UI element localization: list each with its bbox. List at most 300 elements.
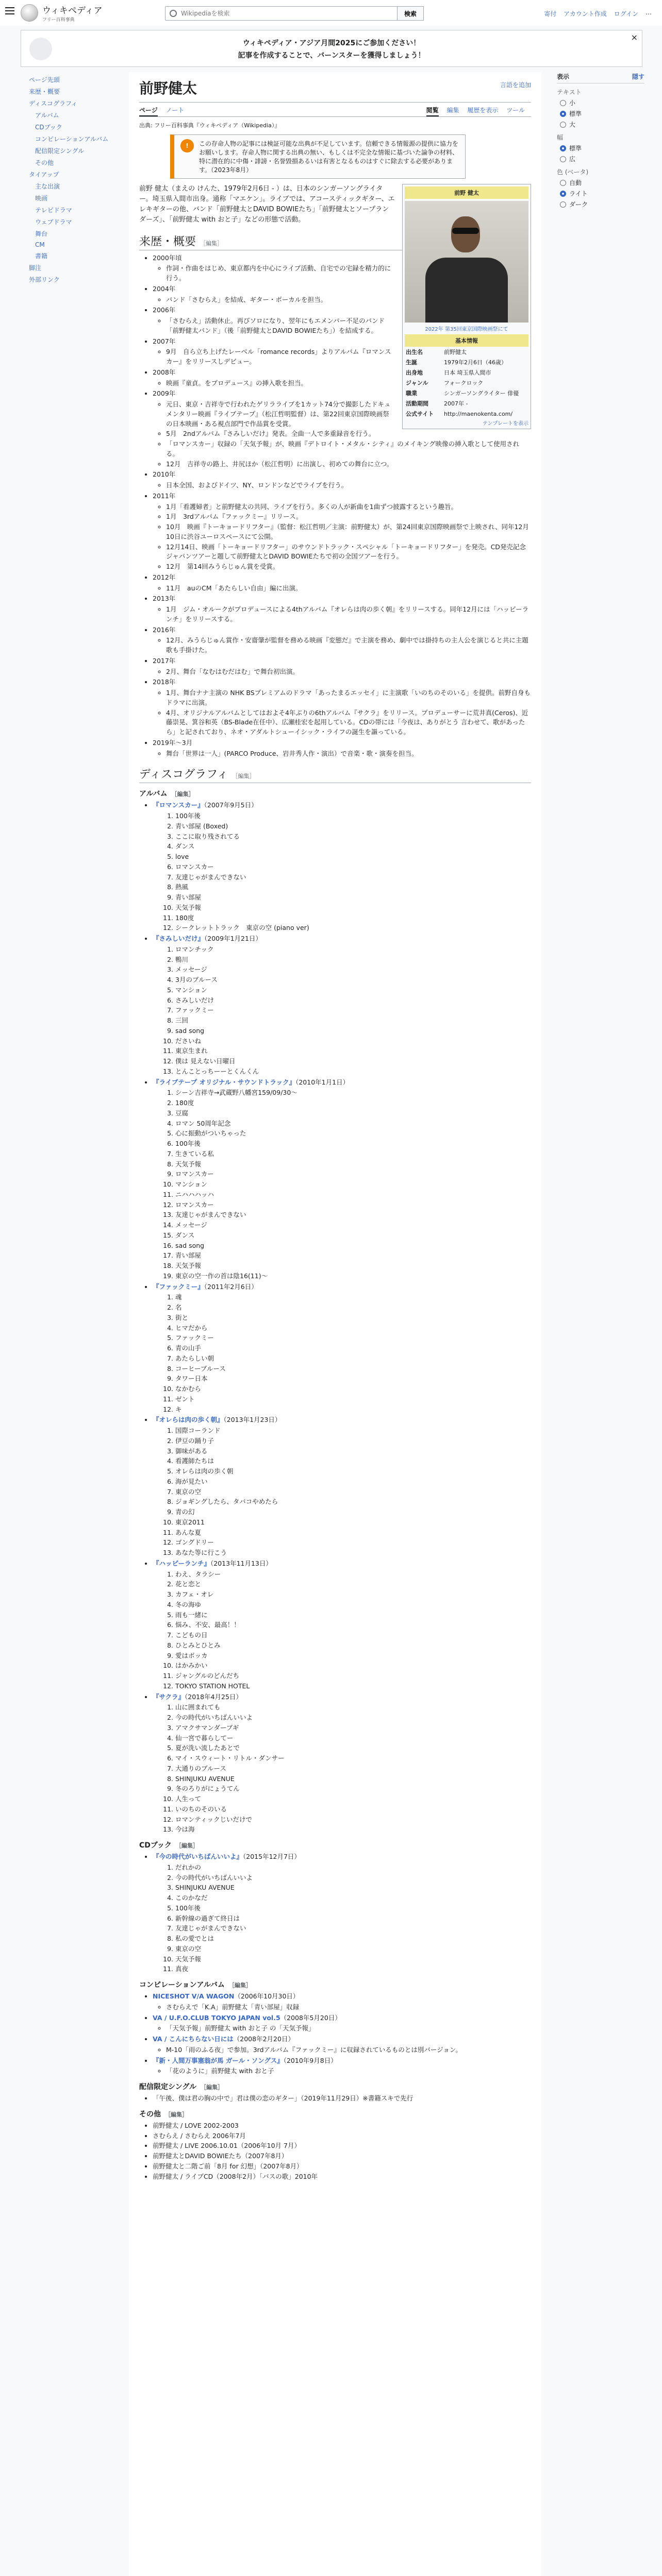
- warning-icon: !: [180, 139, 194, 152]
- option-label: 広: [569, 156, 576, 163]
- sidebar-item[interactable]: CM: [35, 241, 45, 248]
- history-year: [153, 470, 531, 490]
- site-name: ウィキペディア: [42, 6, 103, 16]
- site-logo[interactable]: [21, 3, 103, 23]
- close-icon[interactable]: ×: [631, 32, 638, 42]
- option-label: 標準: [569, 110, 582, 117]
- text-size-label: テキスト: [557, 89, 582, 96]
- heading-text: 配信限定シングル: [139, 2083, 196, 2092]
- track: ◦ M-10「雨のふる夜」で参加。3rdアルバム『ファックミー』に収録されているものとは別バージョン。: [166, 2045, 531, 2055]
- sidebar-item[interactable]: 書籍: [35, 252, 48, 260]
- track: 11. ニハハハッハ: [175, 1190, 531, 1200]
- track: 5. 心に振動がついちゃった: [175, 1129, 531, 1139]
- track-list: [161, 2066, 531, 2076]
- release-title[interactable]: 『さみしいだけ』: [153, 935, 205, 943]
- create-account-link[interactable]: アカウント作成: [564, 10, 607, 18]
- infobox-row: [405, 367, 528, 378]
- infobox-key: 出生名: [406, 349, 423, 355]
- infobox-row: [405, 409, 528, 419]
- track: 3. カフェ・オレ: [175, 1590, 531, 1600]
- sidebar-item[interactable]: 主な出演: [35, 183, 60, 190]
- track: 6. 青の山手: [175, 1344, 531, 1353]
- appearance-option[interactable]: [560, 178, 644, 187]
- heading-text: CDブック: [139, 1841, 172, 1850]
- track: 9. 東京の空: [175, 1944, 531, 1954]
- track: 4. ヒマだから: [175, 1324, 531, 1333]
- year-label: 2017年: [153, 656, 176, 665]
- track: 2. 鴨川: [175, 955, 531, 965]
- history-item: ◦ 2月、舞台「なむはむだはむ」で舞台初出演。: [166, 667, 531, 677]
- infobox-key: 活動期間: [406, 400, 428, 407]
- option-label: 小: [569, 99, 576, 107]
- release-date: （2008年5月20日）: [280, 2013, 341, 2022]
- release-title[interactable]: 『今の時代がいちばんいいよ』: [153, 1853, 243, 1861]
- track: 4. 3月のブルース: [175, 975, 531, 985]
- other-release: • 前野健太とDAVID BOWIEたち（2007年8月）: [153, 2151, 531, 2161]
- release-title[interactable]: VA / こんにちらない日には: [153, 2035, 234, 2043]
- sidebar-item[interactable]: ウェブドラマ: [35, 218, 72, 226]
- track: 5. マンション: [175, 986, 531, 995]
- sidebar-item[interactable]: 舞台: [35, 230, 48, 238]
- sidebar-item[interactable]: 脚注: [29, 264, 42, 272]
- cdbook-heading: [139, 1840, 531, 1850]
- appearance-option[interactable]: [560, 120, 644, 129]
- track: 11. 真夜: [175, 1964, 531, 1974]
- other-release: • 前野健太 / LOVE 2002-2003: [153, 2121, 531, 2131]
- track: 1. 山に囲まれても: [175, 1703, 531, 1713]
- track: 7. 東京の空: [175, 1487, 531, 1497]
- history-year: [153, 573, 531, 594]
- sidebar-item[interactable]: ページ先頭: [29, 76, 60, 83]
- release-title[interactable]: 『オレらは肉の歩く朝』: [153, 1416, 224, 1424]
- release-date: （2013年1月23日）: [223, 1416, 282, 1424]
- width-label: 幅: [557, 134, 564, 141]
- cdbook-list: [139, 1852, 531, 1974]
- track: 19. 東京の空一作の首は陰16(11)〜: [175, 1272, 531, 1281]
- release-title[interactable]: 『新・人間万事塞翁が馬 ガール・ソングス』: [153, 2056, 284, 2064]
- history-items: [161, 688, 531, 737]
- track: 12. ゴングドリー: [175, 1538, 531, 1548]
- track: 7. 友達じゃがまんできない: [175, 1924, 531, 1934]
- year-label: 2011年: [153, 492, 176, 500]
- other-release: • 前野健太 / ライブCD（2008年2月）「バスの歌」2010年: [153, 2172, 531, 2182]
- release-list: [147, 1992, 531, 2076]
- track: 7. 生きている私: [175, 1149, 531, 1159]
- track: 12. TOKYO STATION HOTEL: [175, 1682, 531, 1691]
- track: 12. キ: [175, 1405, 531, 1415]
- option-label: 標準: [569, 145, 582, 152]
- language-button[interactable]: 言語を追加: [500, 81, 531, 89]
- site-header: [0, 0, 662, 26]
- sidebar-item[interactable]: タイアップ: [29, 171, 59, 178]
- option-label: 自動: [569, 179, 582, 187]
- history-items: [161, 502, 531, 572]
- track: 8. ひとみとひとみ: [175, 1641, 531, 1651]
- release-title[interactable]: VA / U.F.O.CLUB TOKYO JAPAN vol.5: [153, 2013, 280, 2022]
- history-year: [153, 656, 531, 677]
- heading-text: その他: [139, 2110, 161, 2119]
- sidebar-item[interactable]: 映画: [35, 195, 48, 202]
- release-date: （2010年1月1日）: [295, 1078, 350, 1086]
- year-label: 2006年: [153, 306, 176, 314]
- albums-heading: [139, 788, 531, 799]
- history-year: [153, 625, 531, 655]
- infobox-section: 基本情報: [405, 334, 528, 347]
- track: 12. ロマンスカー: [175, 1200, 531, 1210]
- track: 9. 冬のろりがにょうてん: [175, 1784, 531, 1794]
- track: 9. sad song: [175, 1026, 531, 1036]
- more-menu-icon[interactable]: ⋯: [646, 10, 652, 18]
- year-label: 2019年〜3月: [153, 738, 193, 747]
- search-icon: [170, 10, 177, 17]
- track: 3. メッセージ: [175, 965, 531, 975]
- edit-link[interactable]: ［編集］: [165, 2111, 188, 2118]
- edit-link[interactable]: ［編集］: [171, 791, 194, 798]
- track: 11. いのちのそのいる: [175, 1805, 531, 1815]
- track: 8. 熱風: [175, 883, 531, 892]
- page-title: 前野健太: [139, 77, 531, 103]
- sidebar-item[interactable]: アルバム: [35, 112, 59, 119]
- release-title[interactable]: 『ファックミー』: [153, 1282, 204, 1291]
- track: 10. はかみかい: [175, 1661, 531, 1671]
- history-items: [161, 481, 531, 490]
- appearance-option[interactable]: [560, 189, 644, 198]
- track: 5. ファックミー: [175, 1333, 531, 1343]
- edit-link[interactable]: ［編集］: [228, 1982, 252, 1989]
- track: 2. 伊豆の踊り子: [175, 1436, 531, 1446]
- track: 6. マイ・スウィート・リトル・ダンサー: [175, 1754, 531, 1764]
- tab-page[interactable]: ページ: [139, 107, 158, 116]
- digital-single-list: [147, 2094, 531, 2104]
- track: 7. あたらしい朝: [175, 1354, 531, 1364]
- other-heading: [139, 2109, 531, 2119]
- track-list: [169, 1088, 531, 1281]
- track: 6. 新幹線の過ぎて終日は: [175, 1914, 531, 1924]
- track: 14. メッセージ: [175, 1221, 531, 1230]
- donate-link[interactable]: 寄付: [544, 10, 557, 18]
- track: 12. シークレットトラック 東京の空 (piano ver): [175, 923, 531, 933]
- track: 4. 冬の海ゆ: [175, 1600, 531, 1610]
- track: 2. 今の時代がいちばんいいよ: [175, 1713, 531, 1723]
- release-item: [153, 1559, 531, 1691]
- track: 10. マンション: [175, 1180, 531, 1190]
- year-label: 2008年: [153, 368, 176, 376]
- search-input[interactable]: [180, 7, 378, 20]
- release-list: [147, 801, 531, 1835]
- other-release: • 前野健太 / LIVE 2006.10.01（2006年10月 7月）: [153, 2141, 531, 2151]
- appearance-option[interactable]: [560, 200, 644, 209]
- release-date: （2009年1月21日）: [204, 935, 262, 943]
- heading-text: コンピレーションアルバム: [139, 1981, 225, 1990]
- track: 3. 街と: [175, 1313, 531, 1323]
- option-label: ダーク: [569, 201, 588, 208]
- tab-tools[interactable]: ツール: [506, 107, 525, 114]
- track: 11. 東京生まれ: [175, 1046, 531, 1056]
- sidebar-item[interactable]: 配信限定シングル: [35, 147, 85, 155]
- appearance-option[interactable]: [560, 98, 644, 107]
- history-item: ◦ 10月 映画『トーキョードリフター』（監督：松江哲明／主演：前野健太）が、第24回東京国際映画祭で上映され、同年12月10日に渋谷ユーロスペースにて公開。: [166, 522, 531, 542]
- track: 1. シーン吉祥寺→武蔵野八幡宮159/09/30〜: [175, 1088, 531, 1098]
- history-item: ◦ 12月 吉祥寺の路上、井尻ほか（松江哲明）に出演し、初めての舞台に立つ。: [166, 460, 531, 469]
- track-list: [169, 1703, 531, 1835]
- track: 6. 100年後: [175, 1139, 531, 1149]
- release-date: （2010年9月8日）: [283, 2056, 337, 2064]
- track: 2. 青い部屋 (Boxed): [175, 822, 531, 832]
- track: 1. 魂: [175, 1293, 531, 1302]
- campaign-banner: [21, 30, 642, 67]
- page-tabs: [139, 106, 531, 117]
- digital-single: • 「午後、僕は君の胸の中で」君は僕の恋のギター」（2019年11月29日）※書籍スキで先行: [153, 2094, 531, 2104]
- year-label: 2018年: [153, 678, 176, 686]
- track-list: [169, 1863, 531, 1974]
- track: 7. ファックミー: [175, 1006, 531, 1015]
- photo-caption[interactable]: 2022年 第35回東京国際映画祭にて: [425, 327, 508, 332]
- option-label: ライト: [569, 190, 588, 197]
- track: 10. 東京2011: [175, 1518, 531, 1528]
- other-release: • 前野健太と二階ご前「8月 for 幻想」（2007年8月）: [153, 2162, 531, 2172]
- track: 6. さみしいだけ: [175, 996, 531, 1006]
- history-item: ◦ 1月 3rdアルバム『ファックミー』リリース。: [166, 512, 531, 522]
- infobox-key: ジャンル: [406, 380, 428, 386]
- track: ◦ 「天気予報」前野健太 with おと子 の「天気予報」: [166, 2024, 531, 2033]
- track: 4. 看護師たちは: [175, 1456, 531, 1466]
- year-label: 2000年頃: [153, 253, 182, 262]
- track: 10. 天気予報: [175, 903, 531, 913]
- track: 7. 大通りのブルース: [175, 1764, 531, 1774]
- track: 5. love: [175, 852, 531, 862]
- history-item: ◦ 11月 auのCM「あたらしい自由」編に出演。: [166, 584, 531, 594]
- release-item: [153, 1692, 531, 1835]
- history-item: ◦ 5月 2ndアルバム『さみしいだけ』発表。全曲一人で多重録音を行う。: [166, 429, 531, 439]
- infobox-value: http://maenokenta.com/: [444, 410, 513, 417]
- compilation-list: [139, 1992, 531, 2076]
- banner-subtitle: 記事を作成することで、バーンスターを獲得しましょう！: [238, 52, 425, 60]
- hide-button[interactable]: 隠す: [632, 73, 644, 80]
- year-label: 2007年: [153, 337, 176, 345]
- edit-link[interactable]: ［編集］: [232, 773, 255, 780]
- track: 4. 仙一宮で暮らしてー: [175, 1734, 531, 1743]
- infobox-title: 前野 健太: [405, 187, 528, 199]
- release-date: （2018年4月25日）: [185, 1692, 242, 1701]
- track: 6. 悩み、不安、最高！！: [175, 1620, 531, 1630]
- history-item: ◦ 日本全国、およびドイツ、NY、ロンドンなどでライブを行う。: [166, 481, 531, 490]
- history-items: [161, 584, 531, 594]
- infobox-value: 前野健太: [444, 349, 467, 355]
- infobox-value: 1979年2月6日（46歳）: [444, 359, 507, 366]
- edit-link[interactable]: ［編集］: [175, 1842, 198, 1850]
- appearance-option[interactable]: [560, 155, 644, 163]
- infobox-key: 職業: [406, 390, 417, 397]
- wikipedia-globe-icon: [21, 4, 38, 22]
- track: 8. SHINJUKU AVENUE: [175, 1774, 531, 1784]
- infobox-key: 出身地: [406, 369, 423, 376]
- notice-text: この存命人物の記事には検証可能な出典が不足しています。信頼できる情報源の提供に協力をお願いします。存命人物に関する出典の無い、もしくは不完全な情報に基づいた論争の材料、特に潜在的に中傷・誹謗・名誉毀損あるいは有害となるものはすぐに除去する必要があります。（2023年8月）: [199, 140, 459, 174]
- track: 3. 豆腐: [175, 1109, 531, 1118]
- track: 3. ここに取り残されてる: [175, 832, 531, 842]
- track-list: [161, 2003, 531, 2012]
- track: 16. sad song: [175, 1241, 531, 1251]
- site-tagline: フリー百科事典: [42, 18, 75, 23]
- infobox-value: シンガーソングライター 俳優: [444, 390, 519, 397]
- heading-text: 来歴・概要: [139, 234, 196, 248]
- track: 3. 御味がある: [175, 1447, 531, 1456]
- login-link[interactable]: ログイン: [614, 10, 639, 18]
- tab-history[interactable]: 履歴を表示: [467, 107, 499, 114]
- track: 4. ロマン 50周年記念: [175, 1119, 531, 1129]
- template-link[interactable]: テンプレートを表示: [482, 421, 528, 427]
- history-item: ◦ 元日、東京・吉祥寺で行われたゲリラライブを1カット74分で撮影したドキュメンタリー映画『ライブテープ』（松江哲明監督）は、第22回東京国際映画祭の日本映画・ある視点部門で作品賞を受賞。: [166, 400, 531, 429]
- track: 4. ダンス: [175, 842, 531, 852]
- search-button[interactable]: 検索: [397, 6, 424, 21]
- history-item: ◦ 9月 自ら立ち上げたレーベル「romance records」よりアルバム『ロマンスカー』をリリースしデビュー。: [166, 347, 531, 367]
- heading-text: ディスコグラフィ: [139, 768, 228, 781]
- radio-icon[interactable]: [560, 191, 566, 197]
- track: 12. ロマンティックじいだけで: [175, 1815, 531, 1825]
- edit-link[interactable]: ［編集］: [200, 240, 223, 247]
- banner-title[interactable]: ウィキペディア・アジア月間2025にご参加ください！: [242, 39, 421, 47]
- other-release: • さむらえ / さむらえ 2006年7月: [153, 2131, 531, 2141]
- track: 9. タワー日本: [175, 1374, 531, 1384]
- release-title[interactable]: 『サクラ』: [153, 1692, 185, 1701]
- history-item: ◦ 舞台「世界は一人」(PARCO Produce、岩井秀人作・演出）で音楽・歌・演奏を担当。: [166, 749, 531, 759]
- release-date: （2011年2月6日）: [204, 1282, 258, 1291]
- track: 13. 今は海: [175, 1825, 531, 1835]
- radio-icon[interactable]: [560, 111, 566, 117]
- track: 9. 愛はボッカ: [175, 1651, 531, 1661]
- history-item: ◦ 「さむらえ」活動休止。再びソロになり、翌年にもエメンバー不足のバンド「前野健太バンド」（後「前野健太とDAVID BOWIEたち」）を結成する。: [166, 316, 531, 336]
- radio-icon[interactable]: [560, 122, 566, 128]
- release-title[interactable]: 『ハッピーランチ』: [153, 1559, 211, 1567]
- track: ◦ さむらえで「K.A」前野健太「青い部屋」収録: [166, 2003, 531, 2012]
- track: 11. ゼント: [175, 1395, 531, 1404]
- track: 1. わえ、タラシー: [175, 1570, 531, 1580]
- release-item: [153, 2056, 531, 2077]
- infobox-row: [405, 357, 528, 367]
- history-item: ◦ 12月14日、映画「トーキョードリフター」のサウンドトラック・スペシャル「トーキョードリフター」を発売。CD発売記念ジャパンツアーと題して前野健太とDAVID BOWIEたちで初の全国ツアーを行う。: [166, 543, 531, 562]
- track-list: [169, 945, 531, 1077]
- source-note: 出典: フリー百科事典『ウィキペディア（Wikipedia）』: [139, 122, 280, 129]
- edit-link[interactable]: ［編集］: [200, 2084, 223, 2091]
- track: 6. ロマンスカー: [175, 862, 531, 872]
- release-item: [153, 1992, 531, 2012]
- release-item: [153, 2013, 531, 2034]
- track: 2. 花と恋と: [175, 1580, 531, 1589]
- notice-box: [170, 134, 466, 179]
- sidebar-item[interactable]: その他: [35, 159, 54, 166]
- track: 5. 夏が洗い流したあとで: [175, 1743, 531, 1753]
- color-label: 色 (ベータ): [557, 168, 589, 176]
- search-box: [165, 6, 398, 21]
- track: 10. ださいね: [175, 1037, 531, 1046]
- track: 10. 天気予報: [175, 1955, 531, 1964]
- infobox-value: 2007年 -: [444, 400, 468, 407]
- portrait-image[interactable]: [405, 201, 528, 323]
- year-label: 2013年: [153, 595, 176, 603]
- infobox-value: 日本 埼玉県入間市: [444, 369, 491, 376]
- track: 9. ロマンスカー: [175, 1170, 531, 1179]
- radio-icon[interactable]: [560, 180, 566, 186]
- compilation-heading: [139, 1979, 531, 1990]
- release-item: [153, 934, 531, 1077]
- history-item: ◦ 12月 第14回みうらじゅん賞を受賞。: [166, 562, 531, 572]
- release-title[interactable]: 『ロマンスカー』: [153, 801, 204, 809]
- other-list: [147, 2121, 531, 2182]
- year-label: 2012年: [153, 573, 176, 581]
- infobox-value: フォークロック: [444, 380, 484, 386]
- track: ◦ 「花のように」前野健太 with おと子: [166, 2066, 531, 2076]
- history-year: [153, 594, 531, 624]
- tab-read[interactable]: 閲覧: [426, 107, 439, 116]
- track: 8. コーヒーブルース: [175, 1364, 531, 1374]
- track: 5. オレらは肉の歩く朝: [175, 1467, 531, 1477]
- release-date: （2013年11月13日）: [210, 1559, 272, 1567]
- track: 13. あなた等に行こう: [175, 1548, 531, 1558]
- sidebar-item[interactable]: CDブック: [35, 124, 62, 131]
- appearance-option[interactable]: [560, 144, 644, 152]
- radio-icon[interactable]: [560, 201, 566, 208]
- track: 9. 青の幻: [175, 1507, 531, 1517]
- sidebar-item[interactable]: ディスコグラフィ: [29, 100, 78, 107]
- release-date: （2006年10月30日）: [234, 1992, 300, 2001]
- main-menu-icon[interactable]: [5, 7, 14, 14]
- radio-icon[interactable]: [560, 100, 566, 106]
- track: 11. ジャングルのどんだち: [175, 1671, 531, 1681]
- release-date: （2015年12月7日）: [243, 1853, 301, 1861]
- release-title[interactable]: NICESHOT V/A WAGON: [153, 1992, 235, 2001]
- appearance-title: 表示: [557, 73, 570, 80]
- history-item: ◦ 作詞・作曲をはじめ、東京都内を中心にライブ活動、自宅での宅録を精力的に行う。: [166, 264, 531, 283]
- infobox-key: 生誕: [406, 359, 417, 366]
- track: 1. 100年後: [175, 811, 531, 821]
- track: 10. なかむら: [175, 1384, 531, 1394]
- sidebar-item[interactable]: コンピレーションアルバム: [35, 135, 109, 143]
- history-item: ◦ 12月、みうらじゅん賞作・安齋肇が監督を務める映画『変態だ』で主演を務め、劇中では掛持ちの主人公を演じると共に主題歌も手掛けた。: [166, 636, 531, 655]
- section-discography-heading: [139, 766, 531, 783]
- appearance-panel: [557, 72, 644, 211]
- lead-paragraph: 前野 健太（まえの けんた、1979年2月6日 - ）は、日本のシンガーソングライター。埼玉県入間市出身。通称「マエケン」。ライブでは、アコースティックギター、エレキギターの他、バンド「前野健太とDAVID BOWIEたち」「前野健太とソープランダーズ」、「前野健太 with おと子」などの形態で活動。: [139, 185, 395, 224]
- track: 2. 今の時代がいちばんいいよ: [175, 1873, 531, 1883]
- history-items: [161, 749, 531, 759]
- radio-icon[interactable]: [560, 156, 566, 162]
- infobox: [402, 184, 531, 429]
- release-item: [153, 2035, 531, 2055]
- track-list: [169, 1570, 531, 1691]
- release-title[interactable]: 『ライブテープ オリジナル・サウンドトラック』: [153, 1078, 296, 1086]
- history-item: ◦ 1月、舞台ナナ主演の NHK BSプレミアムのドラマ「あったまるエッセイ」に主演歌「いのちのそのいる」を提供。前野自身もドラマに出演。: [166, 688, 531, 708]
- user-links: [539, 9, 652, 18]
- track: 4. このかなだ: [175, 1893, 531, 1903]
- radio-icon[interactable]: [560, 145, 566, 151]
- banner-logo-icon: [29, 38, 52, 60]
- sidebar-item[interactable]: テレビドラマ: [35, 207, 72, 214]
- track: 1. 国際コーランド: [175, 1426, 531, 1436]
- track: 15. ダンス: [175, 1231, 531, 1241]
- tab-talk[interactable]: ノート: [166, 107, 185, 114]
- track: 8. 三回: [175, 1016, 531, 1026]
- year-label: 2004年: [153, 284, 176, 293]
- history-item: ◦ 1月「看護婦者」と前野健太の共同、ライブを行う。多くの人が新曲を1曲ずつ披露するという趣旨。: [166, 502, 531, 512]
- sidebar-item[interactable]: 外部リンク: [29, 276, 60, 283]
- release-item: [153, 1415, 531, 1558]
- appearance-option[interactable]: [560, 109, 644, 118]
- track-list: [169, 1293, 531, 1414]
- sidebar-item[interactable]: 来歴・概要: [29, 88, 60, 95]
- track: 10. 人生って: [175, 1794, 531, 1804]
- release-item: [153, 1852, 531, 1974]
- track: 18. 天気予報: [175, 1261, 531, 1271]
- tab-edit[interactable]: 編集: [446, 107, 459, 114]
- release-date: （2008年2月20日）: [233, 2035, 294, 2043]
